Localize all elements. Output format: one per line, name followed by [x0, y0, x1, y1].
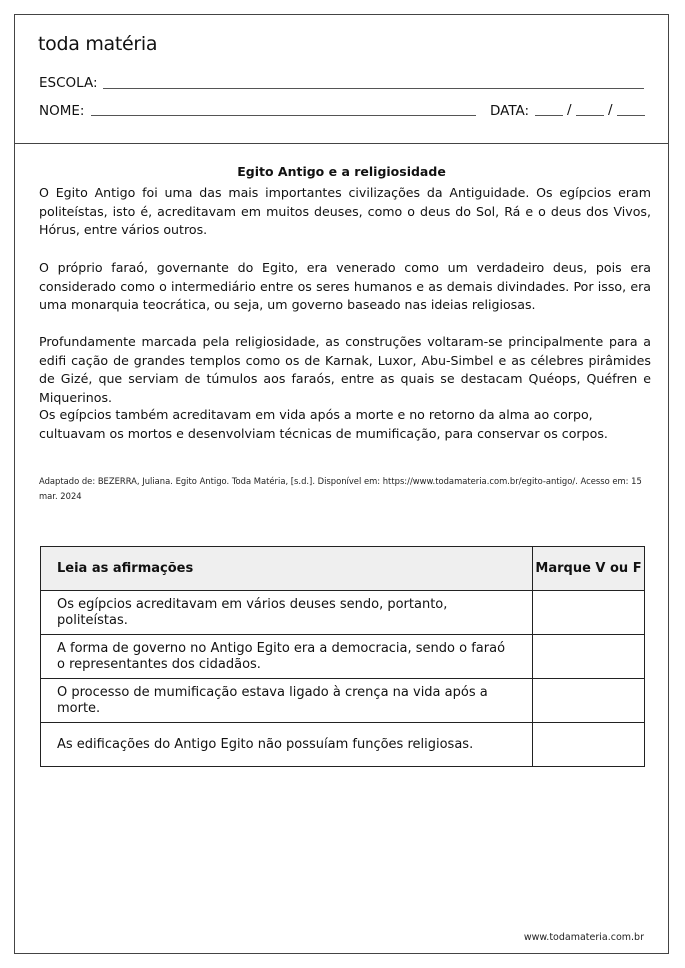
date-label: DATA:	[490, 103, 530, 119]
statement-cell: A forma de governo no Antigo Egito era a democracia, sendo o faraó o representantes dos cidadãos.	[41, 635, 533, 679]
date-day-line	[535, 115, 563, 116]
name-label: NOME:	[39, 103, 85, 119]
mark-cell[interactable]	[533, 679, 645, 723]
text-title: Egito Antigo e a religiosidade	[237, 164, 446, 179]
paragraph-2: O próprio faraó, governante do Egito, era venerado como um verdadeiro deus, pois era considerado como o intermediário entre os seres humanos e as demais divindades. Por isso, era uma monarquia teocrática, ou seja, um governo baseado nas ideias religiosas.	[39, 260, 651, 312]
table-row	[41, 723, 645, 767]
statement-cell: Os egípcios acreditavam em vários deuses sendo, portanto, politeístas.	[41, 591, 533, 635]
mark-cell[interactable]	[533, 635, 645, 679]
school-line	[103, 88, 644, 89]
table-row	[41, 679, 645, 723]
date-month-line	[576, 115, 604, 116]
brand-logo: toda matéria	[38, 33, 158, 55]
table-row	[41, 591, 645, 635]
source-citation: Adaptado de: BEZERRA, Juliana. Egito Antigo. Toda Matéria, [s.d.]. Disponível em: https://www.todamateria.com.br/egito-antigo/. Acesso em: 15 mar. 2024	[39, 476, 642, 501]
name-line	[91, 115, 476, 116]
paragraph-4: Os egípcios também acreditavam em vida após a morte e no retorno da alma ao corpo, cultuavam os mortos e desenvolviam técnicas de mumificação, para conservar os corpos.	[39, 407, 608, 441]
footer-url: www.todamateria.com.br	[523, 932, 644, 943]
paragraph-3: Profundamente marcada pela religiosidade, as construções voltaram-se principalmente para a edifi cação de grandes templos como os de Karnak, Luxor, Abu-Simbel e as célebres pirâmides de Gizé, que serviam de túmulos aos faraós, entre as quais se destacam Quéops, Quéfren e Miquerinos.	[39, 334, 651, 405]
date-year-line	[617, 115, 645, 116]
header-mark: Marque V ou F	[533, 547, 645, 591]
header-separator	[14, 143, 669, 144]
statement-cell: O processo de mumificação estava ligado à crença na vida após a morte.	[41, 679, 533, 723]
table-row	[41, 635, 645, 679]
statement-cell: As edificações do Antigo Egito não possuíam funções religiosas.	[41, 723, 533, 767]
date-separator-2: /	[608, 102, 613, 118]
mark-cell[interactable]	[533, 591, 645, 635]
table-header-row	[41, 547, 645, 591]
date-separator-1: /	[567, 102, 572, 118]
affirmations-table	[40, 546, 645, 767]
header-statement: Leia as afirmações	[41, 547, 533, 591]
mark-cell[interactable]	[533, 723, 645, 767]
school-label: ESCOLA:	[39, 75, 98, 91]
paragraph-1: O Egito Antigo foi uma das mais importantes civilizações da Antiguidade. Os egípcios eram politeístas, isto é, acreditavam em muitos deuses, como o deus do Sol, Rá e o deus dos Vivos, Hórus, entre vários outros.	[39, 185, 651, 237]
